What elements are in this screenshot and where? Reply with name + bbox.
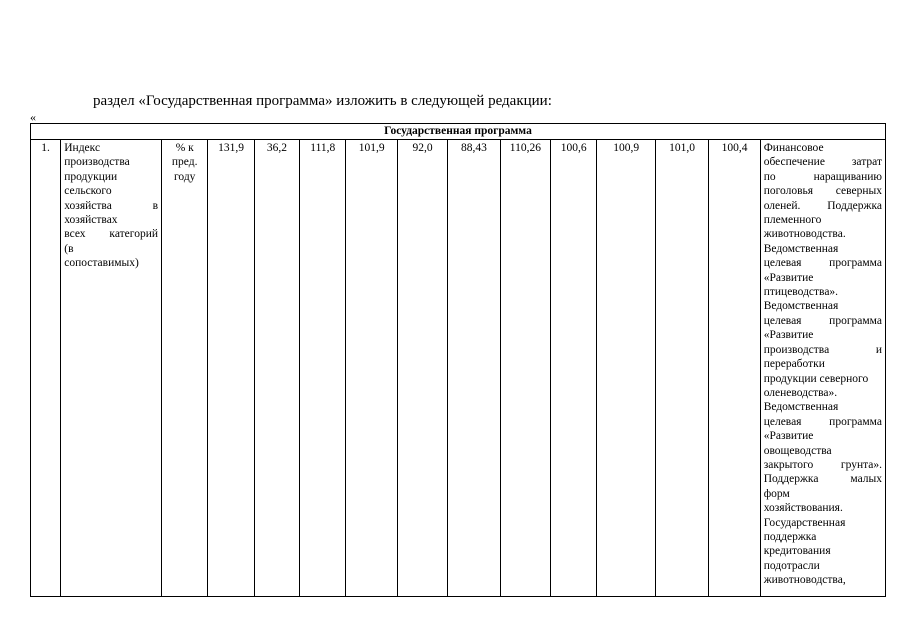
value-cell: 101,9 bbox=[346, 140, 397, 597]
indicator-line: сельского bbox=[64, 185, 112, 198]
note-line: форм bbox=[763, 487, 790, 500]
intro-text: раздел «Государственная программа» изложить в следующей редакции: bbox=[93, 93, 552, 109]
note-line: оленеводства». bbox=[763, 386, 838, 399]
note-line: продукции северного bbox=[763, 372, 869, 385]
note-line: целевая программа bbox=[763, 257, 882, 270]
note-line: подотрасли bbox=[763, 559, 820, 572]
value-cell: 111,8 bbox=[300, 140, 346, 597]
note-line: производства и bbox=[763, 343, 882, 356]
value-cell: 36,2 bbox=[254, 140, 299, 597]
note-line: кредитования bbox=[763, 545, 831, 558]
indicator-line: (в bbox=[64, 242, 74, 255]
note-line: Финансовое bbox=[763, 142, 824, 154]
indicator-line: всех категорий bbox=[64, 228, 159, 241]
section-header: Государственная программа bbox=[31, 124, 886, 140]
indicator-line: продукции bbox=[64, 170, 118, 183]
note-line: оленей. Поддержка bbox=[763, 199, 882, 212]
value-cell: 92,0 bbox=[397, 140, 447, 597]
note-line: Государственная bbox=[763, 516, 846, 529]
note-cell bbox=[760, 140, 885, 597]
note-line: Поддержка малых bbox=[763, 473, 882, 486]
note-line: переработки bbox=[763, 358, 825, 371]
value-cell: 88,43 bbox=[448, 140, 500, 597]
note-line: «Развитие bbox=[763, 329, 814, 342]
note-line: птицеводства». bbox=[763, 286, 839, 299]
note-line: «Развитие bbox=[763, 430, 814, 443]
unit-line: году bbox=[173, 170, 196, 183]
note-line: поддержка bbox=[763, 530, 817, 543]
opening-quote-mark: « bbox=[30, 110, 36, 124]
note-line: «Развитие bbox=[763, 271, 814, 284]
note-line: Ведомственная bbox=[763, 401, 839, 414]
value-cell: 101,0 bbox=[655, 140, 708, 597]
value-cell: 100,6 bbox=[551, 140, 597, 597]
note-line: Ведомственная bbox=[763, 242, 839, 255]
note-line: животноводства. bbox=[763, 228, 846, 241]
indicator-line: хозяйствах bbox=[64, 214, 118, 227]
value-cell: 100,9 bbox=[597, 140, 655, 597]
indicator-name bbox=[61, 140, 162, 597]
note-line: целевая программа bbox=[763, 415, 882, 428]
indicator-line: производства bbox=[64, 156, 130, 169]
table-row bbox=[31, 140, 886, 597]
indicator-line: Индекс bbox=[64, 142, 101, 154]
note-line: Ведомственная bbox=[763, 300, 839, 313]
note-line: овощеводства bbox=[763, 444, 832, 457]
unit-line: пред. bbox=[171, 156, 198, 169]
note-line: обеспечение затрат bbox=[763, 156, 882, 169]
value-cell: 110,26 bbox=[500, 140, 550, 597]
value-cell: 100,4 bbox=[709, 140, 760, 597]
note-line: хозяйствования. bbox=[763, 502, 843, 515]
row-number: 1. bbox=[31, 140, 61, 597]
indicator-line: хозяйства в bbox=[64, 199, 159, 212]
note-line: животноводства, bbox=[763, 574, 846, 587]
note-line: закрытого грунта». bbox=[763, 458, 882, 471]
unit-of-measure bbox=[162, 140, 208, 597]
program-table bbox=[30, 123, 886, 597]
note-line: племенного bbox=[763, 214, 822, 227]
value-cell: 131,9 bbox=[208, 140, 254, 597]
note-line: по наращиванию bbox=[763, 170, 882, 183]
section-header-row bbox=[31, 124, 886, 140]
note-line: поголовья северных bbox=[763, 185, 882, 198]
unit-line: % к bbox=[175, 142, 194, 154]
note-line: целевая программа bbox=[763, 314, 882, 327]
indicator-line: сопоставимых) bbox=[64, 257, 139, 270]
